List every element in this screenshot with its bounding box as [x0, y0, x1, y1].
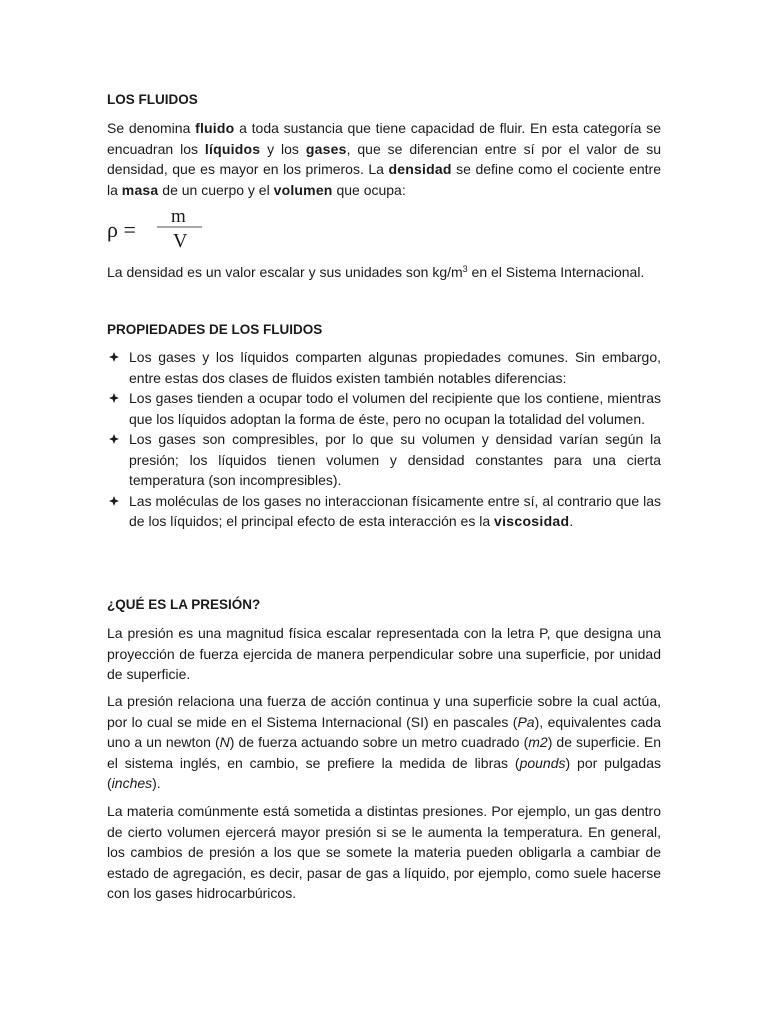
formula-numerator: m — [171, 206, 186, 227]
paragraph-materia-presiones: La materia comúnmente está sometida a distintas presiones. Por ejemplo, un gas dentro de cierto volumen ejercerá mayor presión si se le aumenta la temperatura. En general, los cambios de presión a los que se somete la materia pueden obligarla a cambiar de estado de agregación, es decir, pasar de gas a líquido, por ejemplo, como suele hacerse con los gases hidrocarbúricos. — [107, 803, 661, 901]
diamond-bullet-icon — [107, 491, 121, 511]
properties-list — [107, 347, 661, 532]
list-item: Las moléculas de los gases no interaccionan físicamente entre sí, al contrario que las de los líquidos; el principal efecto de esta interacción es la viscosidad. — [107, 491, 661, 532]
diamond-bullet-icon — [107, 347, 121, 367]
list-item: Los gases son compresibles, por lo que su volumen y densidad varían según la presión; los líquidos tienen volumen y densidad constantes para una cierta temperatura (son incompresibles). — [107, 429, 661, 491]
diamond-bullet-icon — [107, 388, 121, 408]
paragraph-presion-definition: La presión es una magnitud física escalar representada con la letra P, que designa una proyección de fuerza ejercida de manera perpendicular sobre una superficie, por unidad de superficie. — [107, 625, 661, 682]
paragraph-density-units: La densidad es un valor escalar y sus unidades son $kg/m^3$ en el Sistema Internacional. — [107, 264, 645, 280]
list-item: Los gases tienden a ocupar todo el volumen del recipiente que los contiene, mientras que los líquidos adoptan la forma de éste, pero no ocupan la totalidad del volumen. — [107, 388, 661, 429]
paragraph-presion-units: La presión relaciona una fuerza de acción continua y una superficie sobre la cual actúa, por lo cual se mide en el Sistema Internacional (SI) en pascales (Pa), equivalentes cada uno a un newton (N) de fuerza actuando sobre un metro cuadrado (m2) de superficie. En el sistema inglés, en cambio, se prefiere la medida de libras (pounds) por pulgadas (inches). — [107, 693, 661, 791]
formula-denominator: V — [173, 230, 188, 251]
section-heading-propiedades: PROPIEDADES DE LOS FLUIDOS — [107, 322, 323, 337]
diamond-bullet-icon — [107, 429, 121, 449]
paragraph-fluido-definition: Se denomina fluido a toda sustancia que tiene capacidad de fluir. En esta categoría se encuadran los líquidos y los gases, que se diferencian entre sí por el valor de su densidad, que es mayor en los primeros. La densidad se define como el cociente entre la masa de un cuerpo y el volumen que ocupa: — [107, 120, 661, 198]
section-heading-los-fluidos: LOS FLUIDOS — [107, 92, 198, 107]
formula-lhs: ρ = — [107, 217, 136, 242]
section-heading-presion: ¿QUÉ ES LA PRESIÓN? — [107, 597, 261, 612]
density-formula — [107, 205, 217, 251]
list-item: Los gases y los líquidos comparten algunas propiedades comunes. Sin embargo, entre estas dos clases de fluidos existen también notables diferencias: — [107, 347, 661, 388]
